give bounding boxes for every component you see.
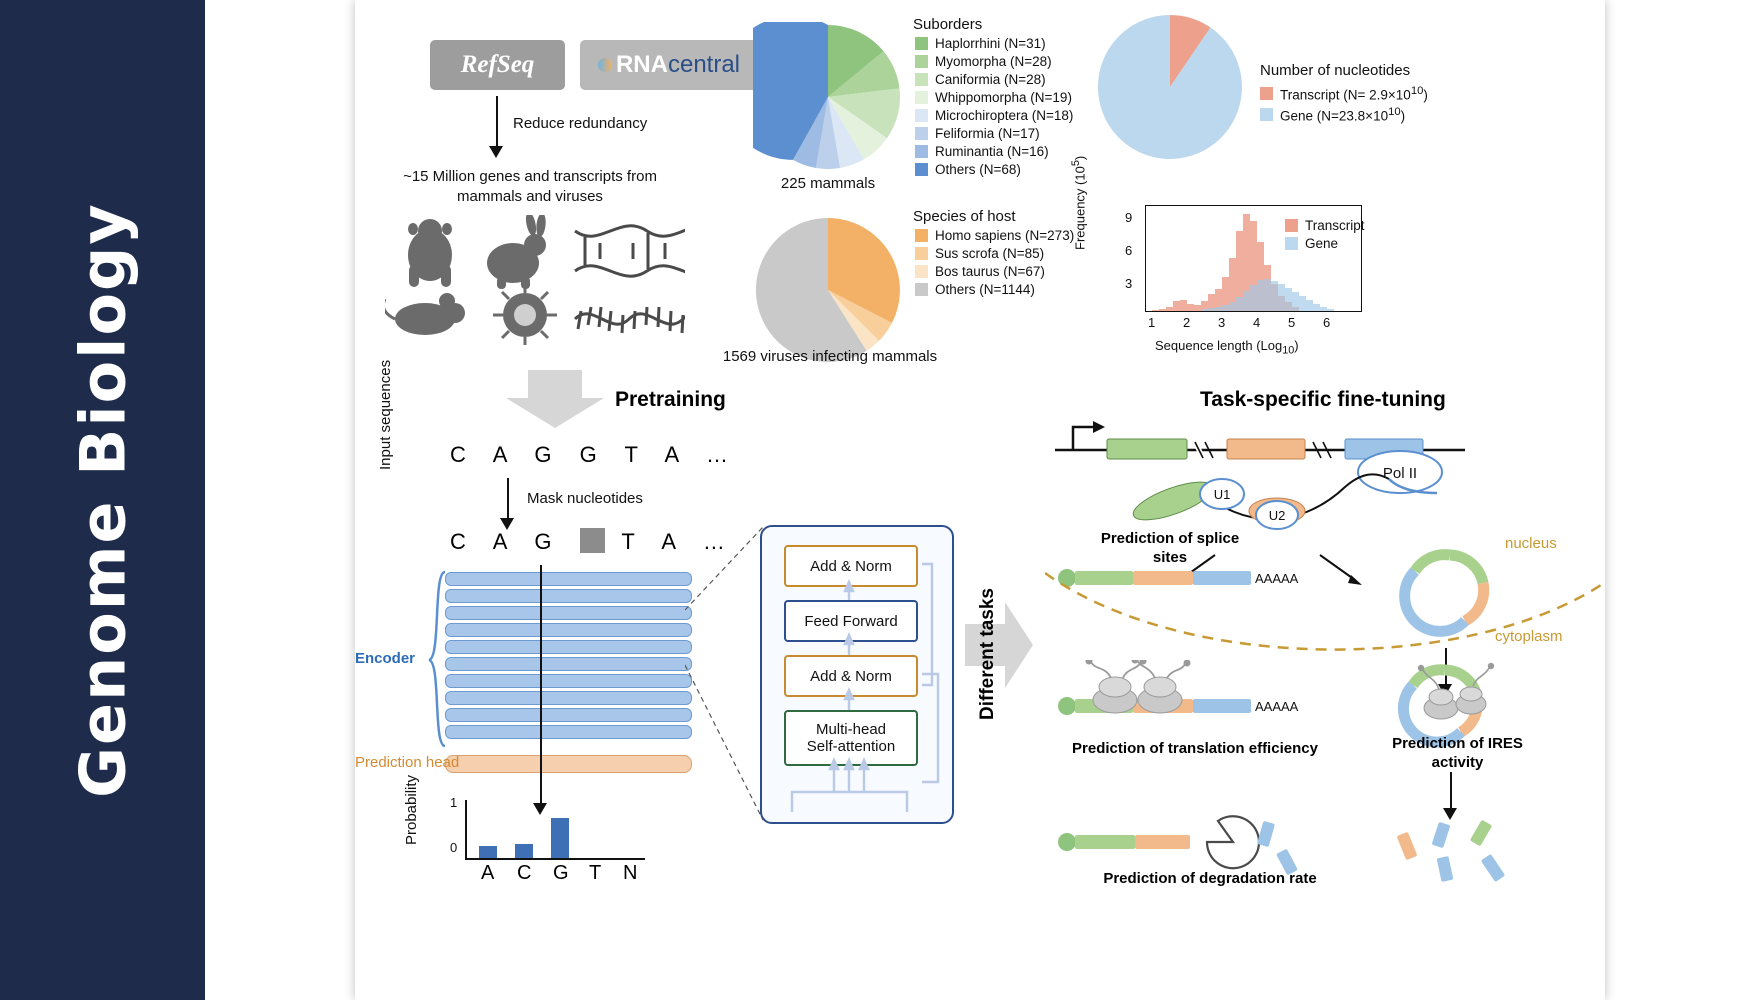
legend-swatch [1260, 108, 1273, 121]
legend-item [915, 228, 1074, 243]
translation-efficiency-diagram [1055, 660, 1315, 730]
nucleotide: A [664, 442, 689, 467]
svg-text:U2: U2 [1268, 508, 1286, 523]
journal-banner [0, 0, 205, 1000]
encoder-detail-connectors [685, 525, 765, 825]
histogram-xtick-4: 4 [1253, 315, 1261, 330]
legend-label: Myomorpha (N=28) [935, 54, 1052, 69]
legend-label-text: Gene (N=23.8×10 [1280, 108, 1389, 123]
raw-sequence [450, 442, 739, 468]
prediction-head-bar [445, 755, 692, 773]
nucleotide: A [492, 529, 518, 554]
probability-x-axis [465, 858, 645, 860]
virus-icon [493, 283, 557, 345]
reduce-arrow-shaft [496, 96, 498, 148]
dna-helix-icon [575, 226, 685, 276]
input-sequences-label: Input sequences [377, 359, 394, 470]
legend-swatch [915, 73, 928, 86]
journal-title: Genome Biology [66, 202, 139, 798]
pretraining-flow-arrow-icon [500, 370, 610, 430]
histogram-ylabel-suffix: ) [1072, 155, 1088, 161]
svg-text:Pol II: Pol II [1382, 465, 1418, 482]
nucleotide: A [661, 529, 686, 554]
nucleotide: C [450, 529, 477, 554]
legend-item [915, 282, 1074, 297]
legend-item [915, 72, 1073, 87]
suborders-legend [915, 36, 1073, 180]
legend-swatch [915, 145, 928, 158]
task-ires-line-2: activity [1431, 753, 1484, 771]
rnacentral-suffix: central [667, 51, 741, 78]
legend-item [1285, 236, 1365, 251]
legend-label: Feliformia (N=17) [935, 126, 1040, 141]
mouse-icon [385, 293, 465, 335]
legend-label: Ruminantia (N=16) [935, 144, 1049, 159]
feed-forward-block: Feed Forward [784, 600, 918, 642]
legend-swatch [915, 91, 928, 104]
suborders-caption: 225 mammals [780, 175, 876, 192]
legend-item [915, 264, 1074, 279]
nucleotide-ellipsis: … [706, 442, 740, 467]
encoder-label: Encoder [355, 650, 416, 667]
add-norm-bottom-block: Add & Norm [784, 655, 918, 697]
legend-swatch [1260, 87, 1273, 100]
legend-label: Whippomorpha (N=19) [935, 90, 1072, 105]
histogram-ylabel [1070, 156, 1087, 250]
organism-silhouettes [385, 215, 685, 345]
legend-item [915, 246, 1074, 261]
nucleotide: C [450, 442, 477, 467]
probability-tick-1: 1 [450, 795, 458, 810]
corpus-line-2: mammals and viruses [457, 188, 603, 205]
legend-item [915, 126, 1073, 141]
degradation-arrow-shaft [1450, 772, 1452, 810]
degraded-fragments-icon [1395, 815, 1535, 885]
hosts-legend [915, 228, 1074, 300]
histogram-ylabel-sup: 5 [1070, 160, 1082, 167]
nucleotide: T [624, 442, 649, 467]
legend-item [915, 54, 1073, 69]
legend-label: Bos taurus (N=67) [935, 264, 1045, 279]
histogram-xtick-2: 2 [1183, 315, 1191, 330]
legend-item [915, 108, 1073, 123]
legend-swatch [915, 283, 928, 296]
legend-swatch [1285, 219, 1298, 232]
histogram-xlabel [1155, 338, 1299, 357]
histogram-xtick-6: 6 [1323, 315, 1331, 330]
legend-swatch [915, 55, 928, 68]
rnacentral-prefix: RNA [615, 51, 668, 78]
nucleotide: G [579, 442, 608, 467]
legend-swatch [915, 247, 928, 260]
finetuning-title: Task-specific fine-tuning [1200, 388, 1446, 411]
rnacentral-mark-icon [598, 58, 612, 72]
add-norm-top-block: Add & Norm [784, 545, 918, 587]
legend-label-text: Transcript (N= 2.9×10 [1280, 87, 1411, 103]
histogram-ytick-6: 6 [1125, 243, 1133, 258]
histogram-ytick-9: 9 [1125, 210, 1133, 225]
legend-item [915, 162, 1073, 177]
prediction-head-label: Prediction head [355, 754, 460, 771]
legend-label-suffix: ) [1400, 108, 1406, 123]
legend-item [1260, 106, 1428, 124]
task-translation-label: Prediction of translation efficiency [1072, 740, 1318, 757]
bar-category: N [623, 862, 638, 884]
hosts-caption: 1569 viruses infecting mammals [722, 348, 938, 365]
cytoplasm-label: cytoplasm [1495, 628, 1563, 645]
prediction-arrow-shaft [540, 565, 542, 805]
histogram-xtick-3: 3 [1218, 315, 1226, 330]
nucleotides-legend [1260, 85, 1428, 126]
histogram-xlabel-sub: 10 [1282, 344, 1295, 357]
legend-swatch [915, 109, 928, 122]
probability-bars [465, 798, 645, 858]
legend-item [1285, 218, 1365, 233]
legend-item [915, 90, 1073, 105]
nucleotide: G [534, 442, 563, 467]
histogram-xlabel-text: Sequence length (Log [1155, 338, 1283, 353]
legend-label-sup: 10 [1410, 85, 1424, 97]
histogram-ytick-3: 3 [1125, 276, 1133, 291]
legend-label: Sus scrofa (N=85) [935, 246, 1045, 261]
legend-swatch [915, 265, 928, 278]
reduce-arrow-head-icon [489, 146, 503, 158]
transformer-block [760, 525, 954, 824]
nucleotides-pie-chart [1095, 12, 1245, 162]
legend-label [1280, 85, 1428, 103]
histogram-xtick-1: 1 [1148, 315, 1156, 330]
multi-head-line-1: Multi-head [815, 720, 887, 738]
legend-label [1280, 106, 1405, 124]
task-ires-line-1: Prediction of IRES [1392, 735, 1523, 752]
svg-text:AAAAA: AAAAA [1255, 571, 1299, 586]
suborders-title: Suborders [913, 16, 983, 33]
multi-head-line-2: Self-attention [806, 738, 896, 755]
legend-swatch [915, 127, 928, 140]
task-splice-line-2: sites [1152, 548, 1188, 566]
nucleotide: G [534, 529, 563, 554]
histogram-ylabel-text: Frequency (10 [1072, 166, 1088, 250]
refseq-logo [430, 40, 565, 90]
legend-label: Others (N=68) [935, 162, 1021, 177]
nucleotide: T [621, 529, 646, 554]
probability-axis-label: Probability [403, 774, 420, 845]
task-splice-line-1: Prediction of splice [1100, 530, 1240, 547]
bar-category: T [589, 862, 602, 884]
legend-label-sup: 10 [1388, 105, 1401, 118]
bar-category: G [553, 862, 569, 884]
suborders-pie-chart [753, 22, 903, 172]
legend-label: Gene [1305, 236, 1339, 251]
bar-category: C [517, 862, 532, 884]
nucleotides-title: Number of nucleotides [1260, 62, 1411, 79]
nucleus-label: nucleus [1505, 535, 1557, 552]
legend-swatch [915, 229, 928, 242]
histogram-legend [1285, 218, 1365, 254]
rnacentral-logo [580, 40, 758, 90]
nucleotide-ellipsis: … [702, 529, 736, 554]
legend-label: Caniformia (N=28) [935, 72, 1046, 87]
figure-canvas [355, 0, 1605, 1000]
legend-label: Microchiroptera (N=18) [935, 108, 1074, 123]
degradation-rate-diagram [1055, 800, 1345, 880]
nucleotide: A [492, 442, 518, 467]
mask-nucleotides-label: Mask nucleotides [527, 490, 643, 507]
refseq-label: RefSeq [460, 51, 535, 78]
task-degradation-label: Prediction of degradation rate [1103, 870, 1317, 887]
legend-label: Transcript [1305, 218, 1365, 233]
legend-swatch [1285, 237, 1298, 250]
reduce-redundancy-label: Reduce redundancy [513, 115, 648, 132]
transformer-connectors [762, 527, 952, 822]
legend-item [1260, 85, 1428, 103]
masked-token [580, 528, 605, 553]
svg-text:U1: U1 [1213, 487, 1231, 502]
rabbit-icon [487, 215, 547, 289]
tasks-flow-arrow-icon [965, 600, 1035, 690]
histogram-xlabel-suffix: ) [1294, 338, 1299, 353]
encoder-stack [445, 572, 690, 747]
rna-strand-icon [575, 307, 685, 333]
mask-arrow-shaft [507, 478, 509, 520]
svg-text:AAAAA: AAAAA [1255, 699, 1299, 714]
bar-category: A [481, 862, 495, 884]
gorilla-icon [408, 219, 452, 287]
pretraining-title: Pretraining [615, 388, 726, 411]
legend-item [915, 144, 1073, 159]
legend-item [915, 36, 1073, 51]
different-tasks-label: Different tasks [977, 588, 998, 720]
probability-tick-0: 0 [450, 840, 458, 855]
legend-label: Haplorrhini (N=31) [935, 36, 1046, 51]
hosts-title: Species of host [913, 208, 1016, 225]
legend-swatch [915, 37, 928, 50]
corpus-line-1: ~15 Million genes and transcripts from [403, 168, 657, 185]
legend-label-suffix: ) [1423, 87, 1428, 103]
legend-label: Others (N=1144) [935, 282, 1035, 297]
encoder-brace-icon [427, 570, 447, 750]
legend-swatch [915, 163, 928, 176]
legend-label: Homo sapiens (N=273) [935, 228, 1075, 243]
histogram-xtick-5: 5 [1288, 315, 1296, 330]
task-ires-label [1345, 735, 1570, 773]
hosts-pie-chart [753, 215, 903, 365]
